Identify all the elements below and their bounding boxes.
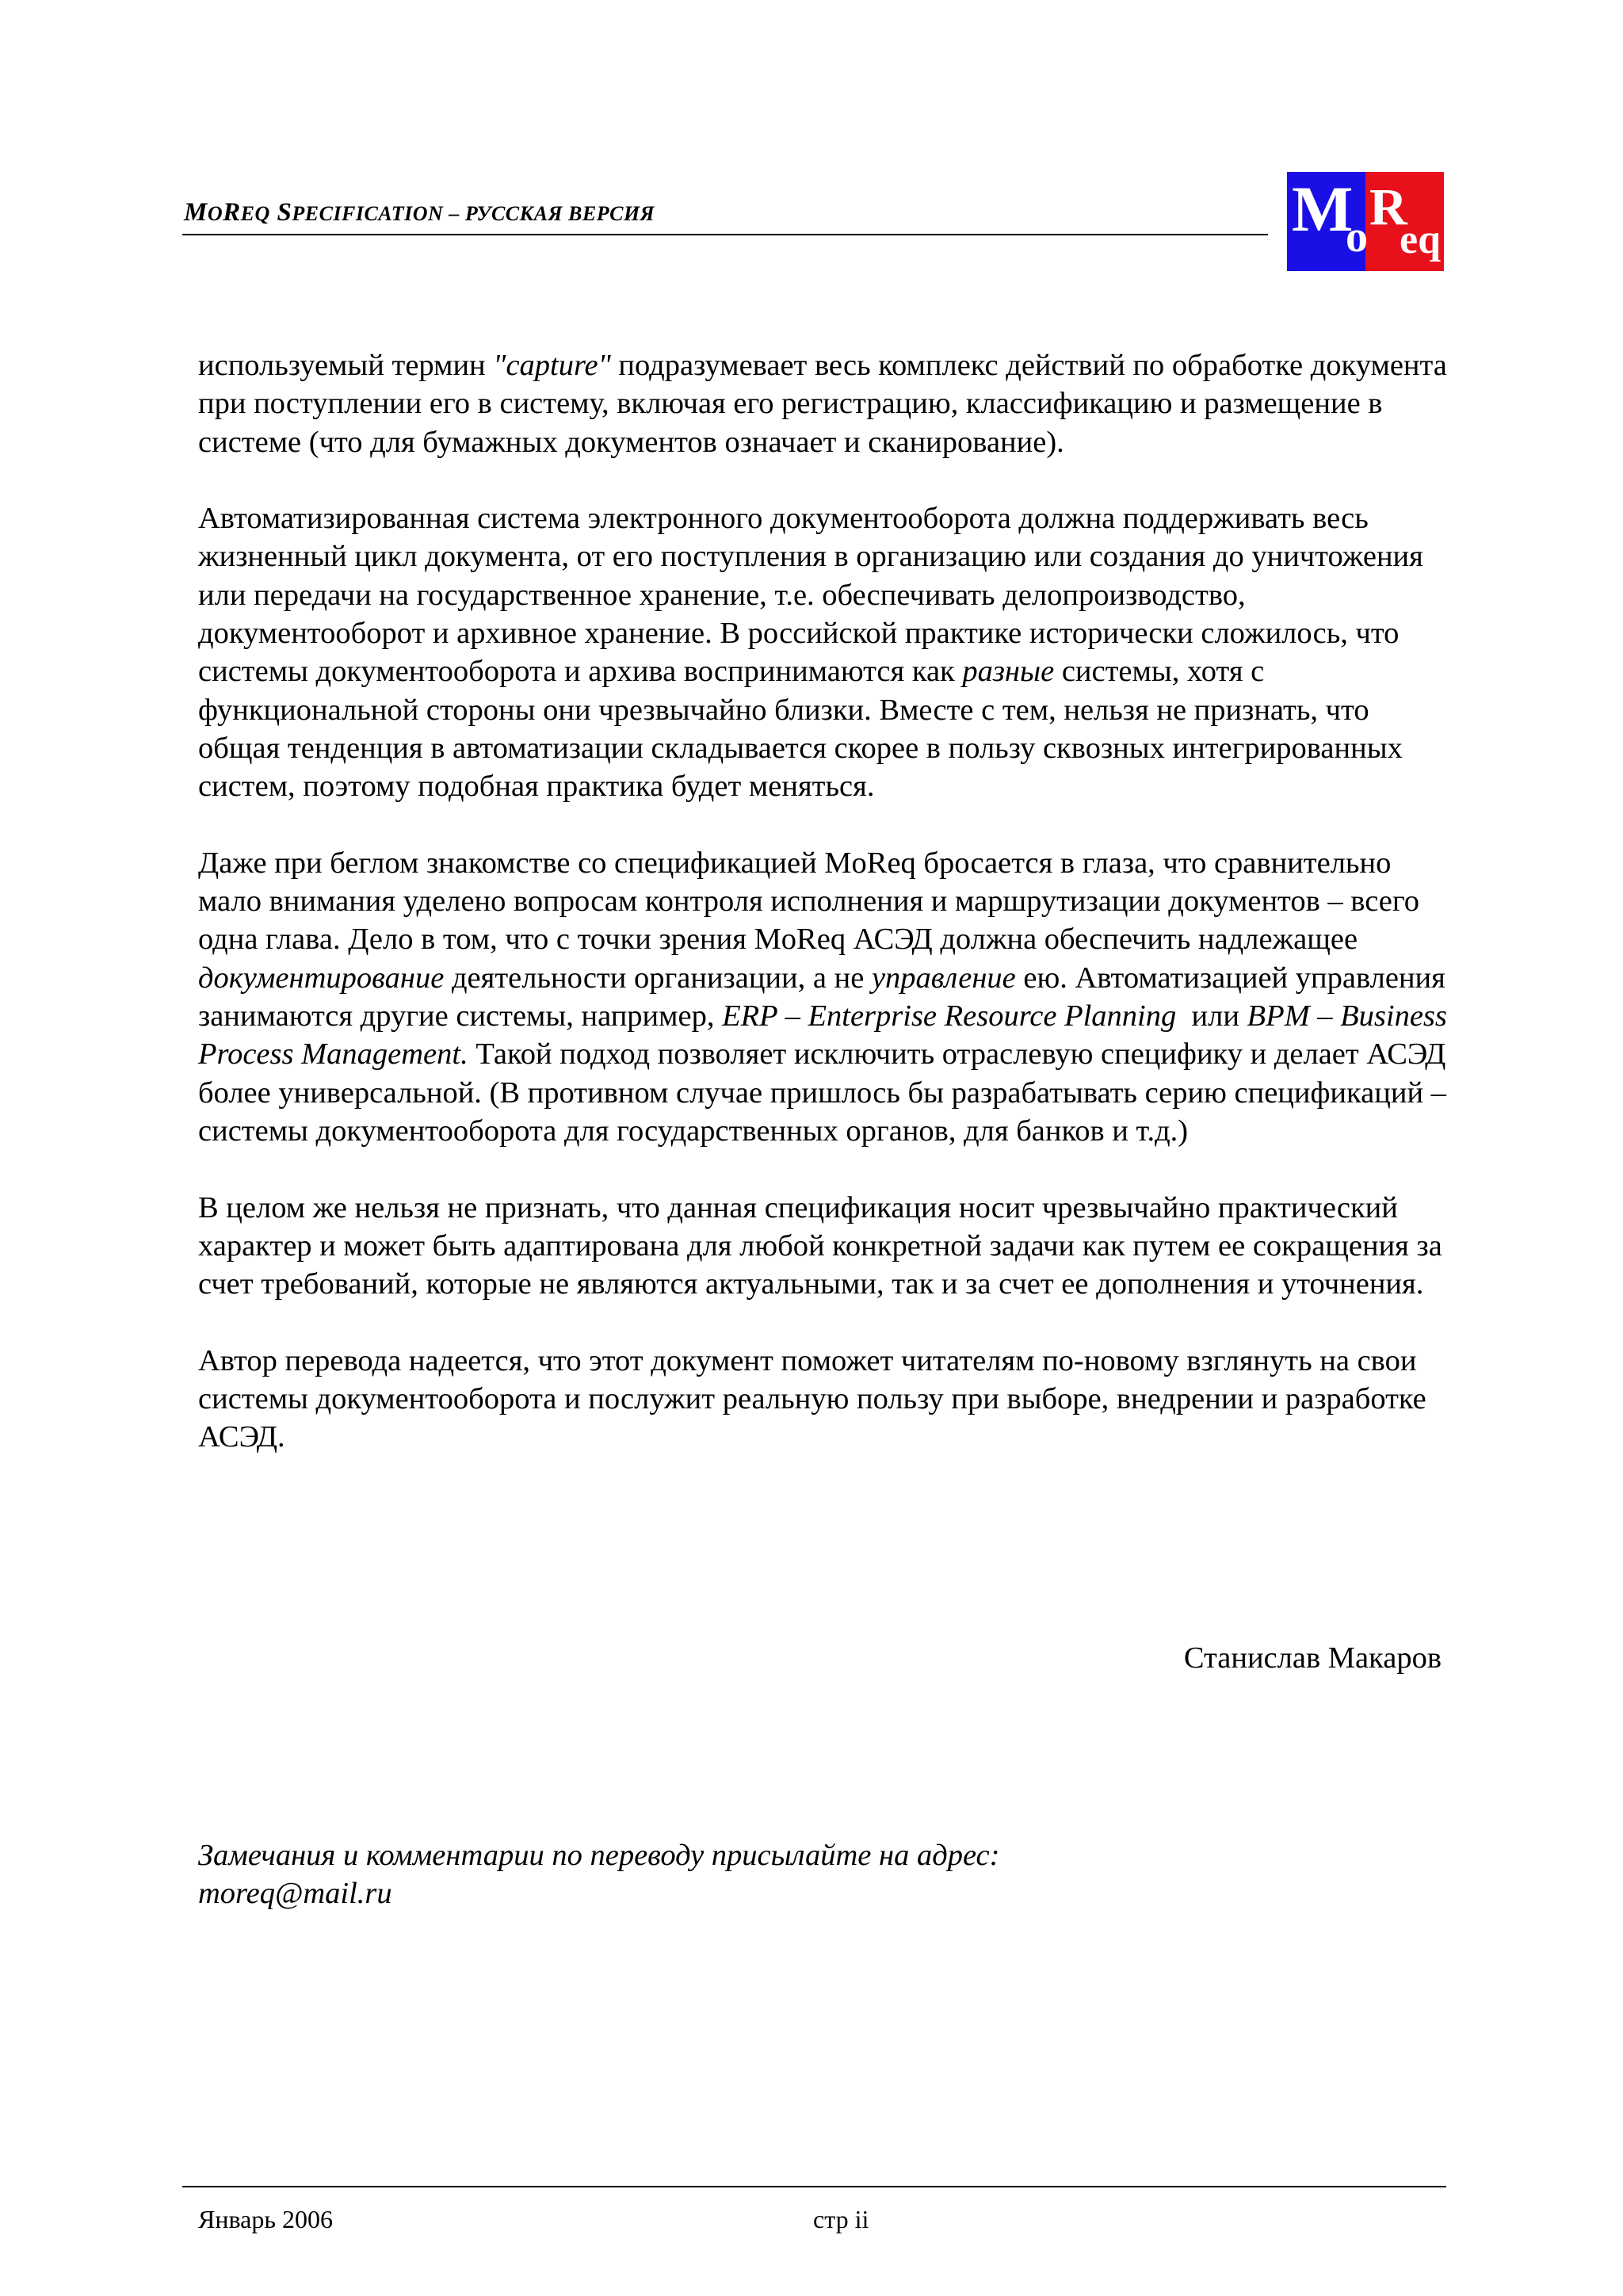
header-title-part: M: [184, 198, 208, 227]
text-run: В целом же нельзя не признать, что данная спецификация носит чрезвычайно практический характер и может быть адаптирована для любой конкретной задачи как путем ее сокращения за счет требований, которые не являются актуальными, так и за счет ее дополнения и уточнения.: [198, 1190, 1442, 1301]
header-title-part: [270, 198, 277, 227]
text-run: используемый термин: [198, 349, 494, 382]
header-title-part: PECIFICATION: [292, 202, 444, 225]
italic-run: "capture": [493, 349, 611, 382]
header-title-part: R: [223, 198, 241, 227]
header-title-part: – РУССКАЯ ВЕРСИЯ: [443, 202, 655, 225]
text-run: или: [1176, 999, 1247, 1033]
italic-run: BPM – Business Process Management.: [198, 999, 1447, 1072]
header-title-part: O: [207, 202, 223, 225]
logo-letter: R: [1369, 178, 1407, 236]
text-run: Такой подход позволяет исключить отраслевую специфику и делает АСЭД более универсальной. (В противном случае пришлось бы разрабатывать серию спецификаций – системы документооборота для государственных органов, для банков и т.д.): [198, 1037, 1446, 1148]
text-run: Автоматизированная система электронного документооборота должна поддерживать весь жизненный цикл документа, от его поступления в организацию или создания до уничтожения или передачи на государственное хранение, т.е. обеспечивать делопроизводство, документооборот и архивное хранение. В российской практике исторически сложилось, что системы документооборота и архива воспринимаются как: [198, 502, 1423, 689]
moreq-logo: [1287, 172, 1444, 271]
page-number: стр ii: [813, 2205, 869, 2233]
paragraph-5: [198, 1342, 1450, 1457]
italic-run: документирование: [198, 961, 445, 995]
header-title-part: S: [277, 198, 292, 227]
logo-letter: o: [1346, 212, 1368, 262]
contact-text: Замечания и комментарии по переводу присылайте на адрес:: [198, 1839, 1000, 1872]
logo-letter: M: [1292, 173, 1354, 245]
text-run: системы, хотя с функциональной стороны они чрезвычайно близки. Вместе с тем, нельзя не признать, что общая тенденция в автоматизации складывается скорее в пользу сквозных интегрированных систем, поэтому подобная практика будет меняться.: [198, 655, 1403, 804]
header-title-part: EQ: [240, 202, 270, 225]
paragraph-2: [198, 499, 1450, 805]
document-header-title: [184, 198, 655, 227]
paragraph-3: [198, 844, 1450, 1150]
header-divider: [182, 234, 1268, 235]
text-run: подразумевает весь комплекс действий по обработке документа при поступлении его в систему, включая его регистрацию, классификацию и размещение в системе (что для бумажных документов означает и сканирование).: [198, 349, 1447, 459]
text-run: Автор перевода надеется, что этот документ поможет читателям по-новому взглянуть на свои системы документооборота и послужит реальную пользу при выборе, внедрении и разработке АСЭД.: [198, 1343, 1426, 1454]
author-signature: Станислав Макаров: [1183, 1641, 1442, 1675]
text-run: деятельности организации, а не: [444, 961, 872, 995]
footer-divider: [182, 2186, 1446, 2187]
footer-date: Январь 2006: [198, 2205, 333, 2233]
paragraph-1: [198, 346, 1450, 461]
logo-letter: eq: [1400, 217, 1441, 262]
moreq-logo-graphic: [1287, 172, 1444, 271]
text-run: ею. Автоматизацией управления занимаются другие системы, например,: [198, 961, 1445, 1033]
contact-email-link[interactable]: moreq@mail.ru: [198, 1877, 392, 1910]
contact-note: [198, 1836, 999, 1912]
italic-run: ERP – Enterprise Resource Planning: [722, 999, 1177, 1033]
italic-run: разные: [962, 655, 1055, 689]
text-run: Даже при беглом знакомстве со спецификацией MoReq бросается в глаза, что сравнительно мало внимания уделено вопросам контроля исполнения и маршрутизации документов – всего одна глава. Дело в том, что с точки зрения MoReq АСЭД должна обеспечить надлежащее: [198, 846, 1419, 957]
document-body: [198, 346, 1450, 1495]
italic-run: управление: [871, 961, 1016, 995]
paragraph-4: [198, 1189, 1450, 1304]
